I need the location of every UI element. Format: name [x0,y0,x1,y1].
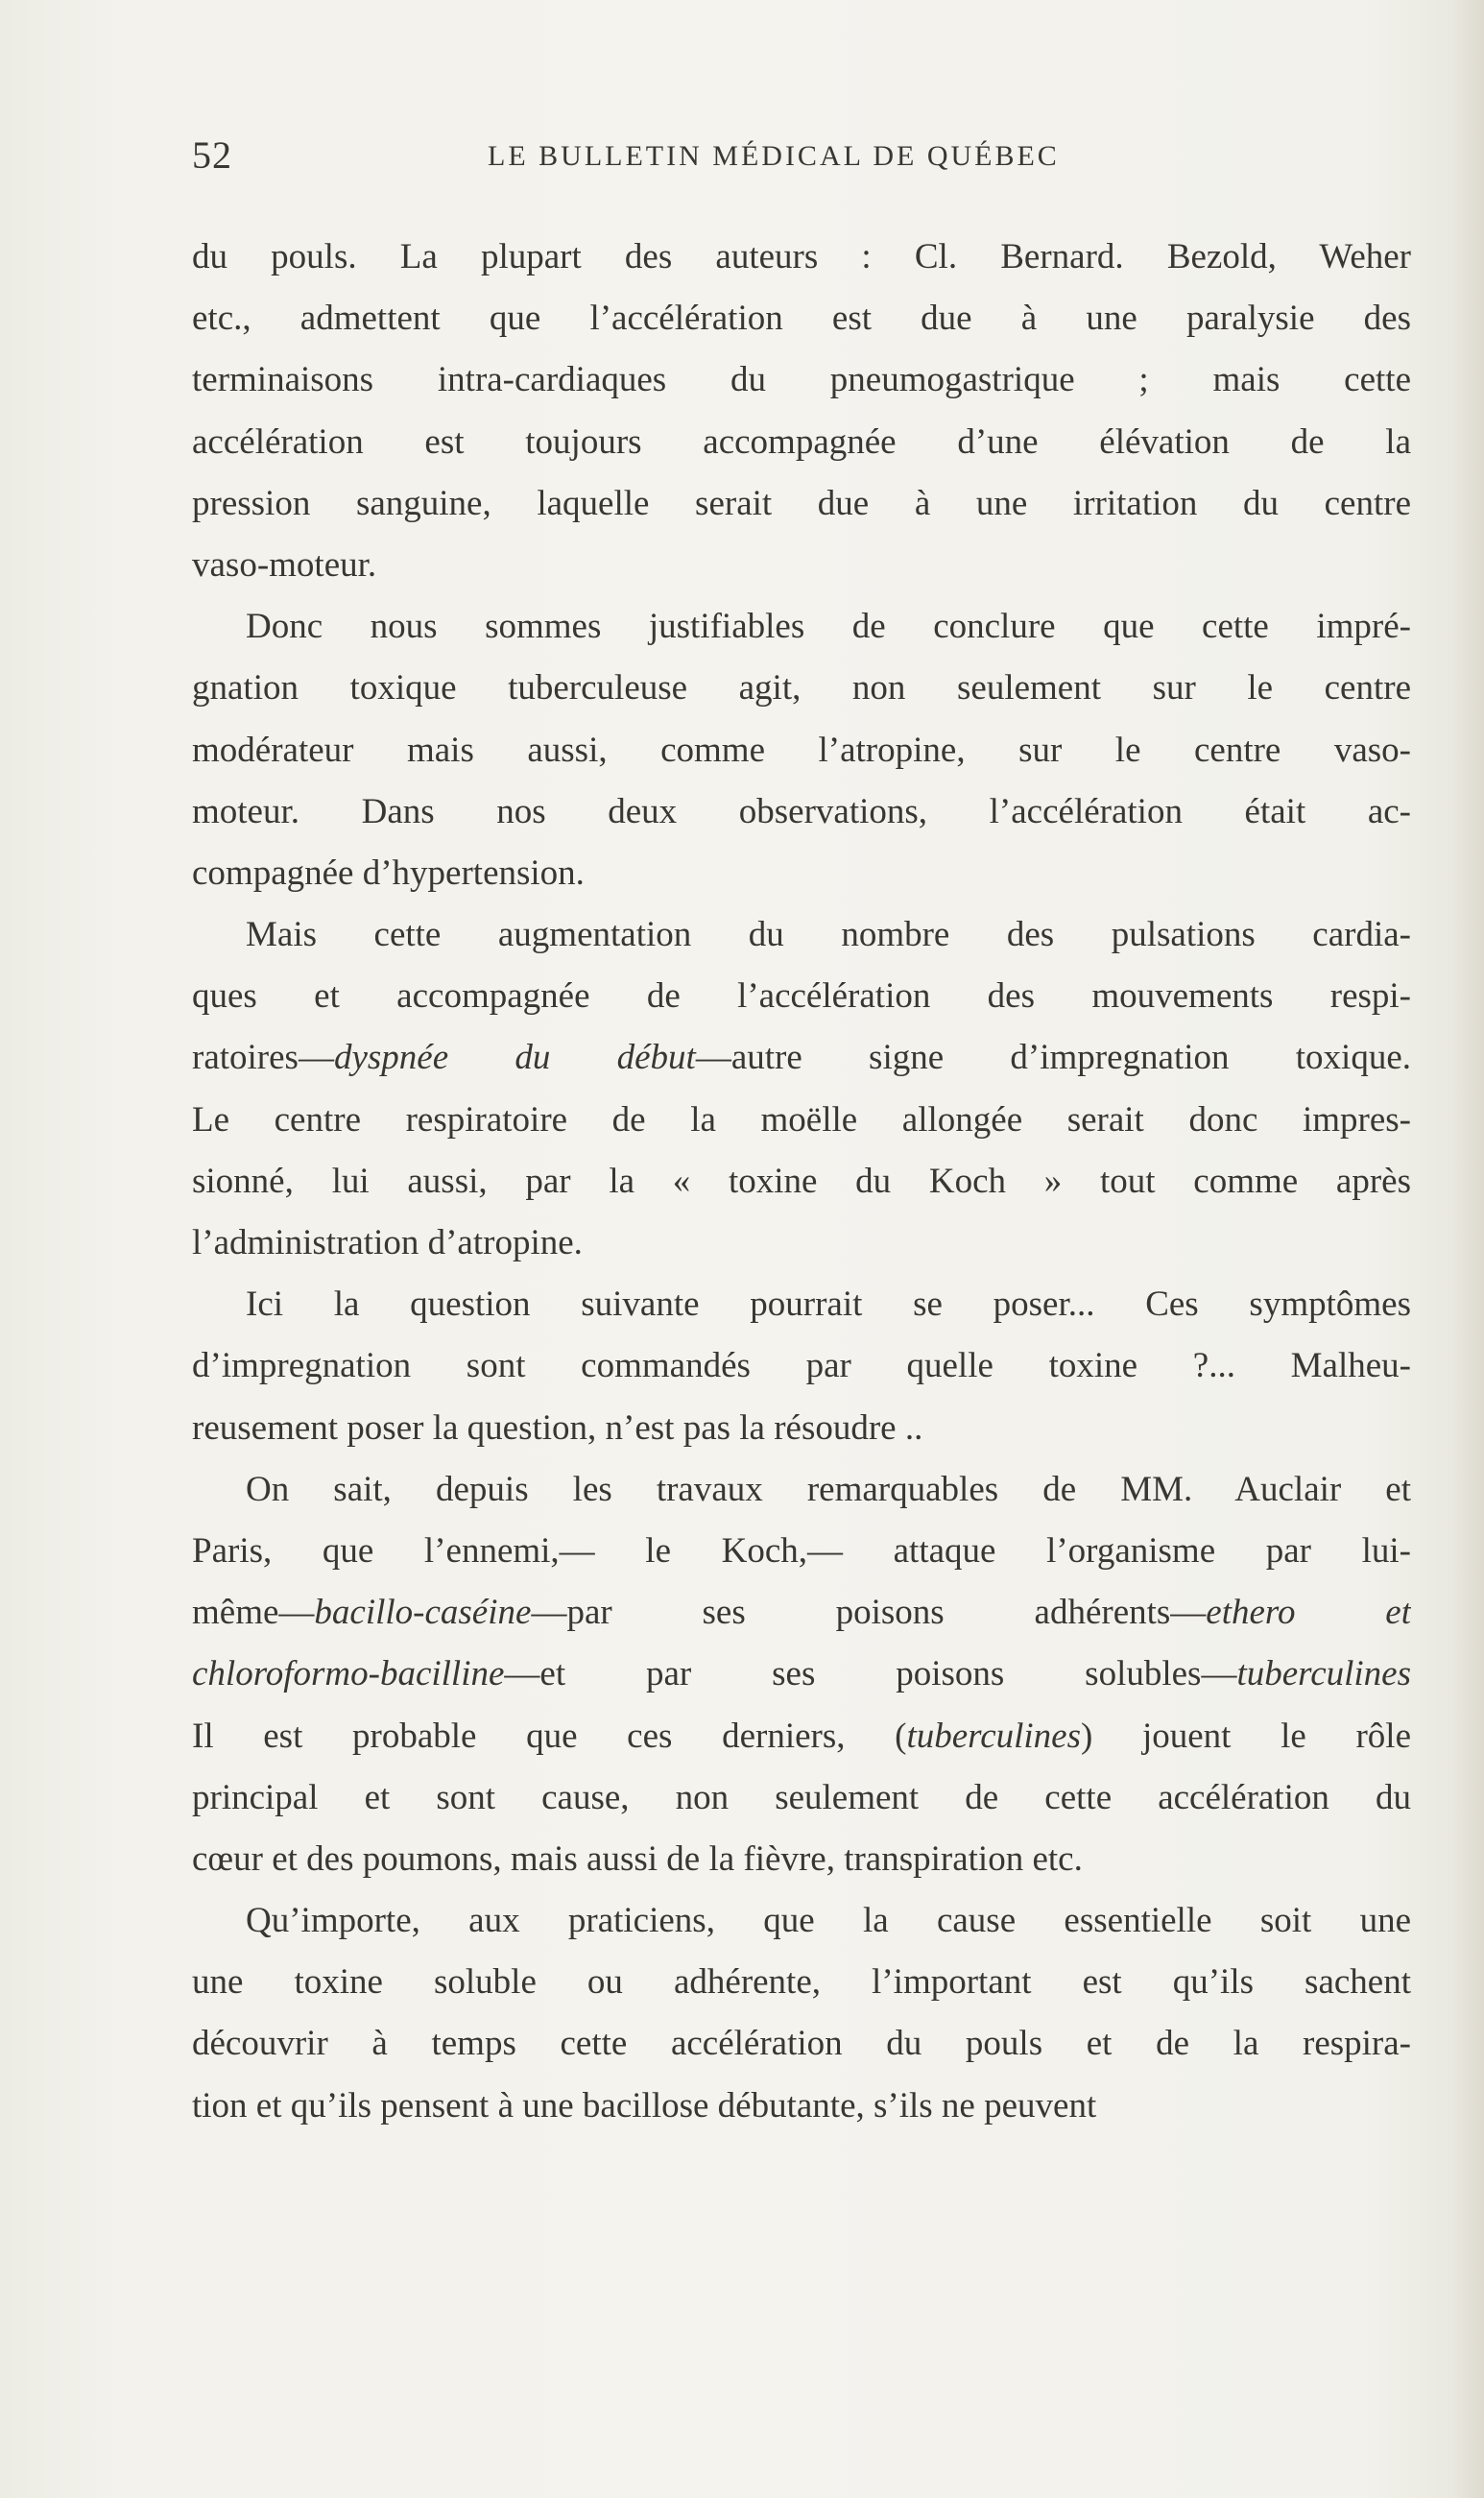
page-number: 52 [192,133,232,177]
text-line [192,781,1411,843]
text-run: terminaisons intra-cardiaques du pneumogastrique ; mais cette [192,360,1411,400]
text-run: —autre signe d’impregnation toxique. [695,1038,1411,1078]
text-run: Ici la question suivante pourrait se poser... Ces symptômes [246,1285,1411,1325]
text-run: principal et sont cause, non seulement de cette accélération du [192,1777,1411,1817]
text-line [192,349,1411,411]
paragraph [192,1890,1411,2137]
text-run: etc., admettent que l’accélération est due à une paralysie des [192,299,1411,339]
text-line [192,2076,1411,2137]
text-run: Mais cette augmentation du nombre des pulsations cardia- [246,915,1411,955]
text-run: une toxine soluble ou adhérente, l’important est qu’ils sachent [192,1962,1411,2003]
italic-text: ethero et [1206,1593,1411,1633]
italic-text: tuberculines [1236,1654,1411,1694]
text-line [192,1398,1411,1459]
text-line [192,535,1411,596]
text-run: reusement poser la question, n’est pas la résoudre .. [192,1407,923,1448]
text-run: gnation toxique tuberculeuse agit, non seulement sur le centre [192,668,1411,709]
text-run: ratoires— [192,1038,334,1078]
paragraph [192,1274,1411,1459]
text-run: découvrir à temps cette accélération du pouls et de la respira- [192,2024,1411,2064]
text-run: du pouls. La plupart des auteurs : Cl. Bernard. Bezold, Weher [192,237,1411,276]
text-run: Il est probable que ces derniers, ( [192,1716,907,1756]
text-line [192,1521,1411,1582]
text-run: accélération est toujours accompagnée d’une élévation de la [192,421,1411,462]
text-line [192,1274,1411,1335]
text-line [192,1335,1411,1397]
text-run: —par ses poisons adhérents— [531,1593,1207,1633]
text-run: On sait, depuis les travaux remarquables de MM. Auclair et [246,1469,1411,1509]
text-line [192,1090,1411,1151]
page-edge-shadow [1451,0,1484,2498]
text-line [192,473,1411,535]
paragraph [192,904,1411,1274]
text-run: Le centre respiratoire de la moëlle allongée serait donc impres- [192,1099,1411,1140]
italic-text: tuberculines [906,1716,1081,1756]
text-run: modérateur mais aussi, comme l’atropine, sur le centre vaso- [192,730,1411,770]
text-run: l’administration d’atropine. [192,1223,583,1262]
text-line [192,1582,1411,1644]
text-line [192,288,1411,349]
text-run: tion et qu’ils pensent à une bacillose débutante, s’ils ne peuvent [192,2085,1097,2126]
paragraph [192,227,1411,596]
italic-text: bacillo-caséine [314,1593,532,1633]
text-line [192,2013,1411,2075]
text-line [192,1213,1411,1274]
text-line [192,1767,1411,1829]
text-run: pression sanguine, laquelle serait due à une irritation du centre [192,483,1411,523]
text-run: moteur. Dans nos deux observations, l’accélération était ac- [192,791,1411,831]
text-line [192,1952,1411,2013]
running-head: LE BULLETIN MÉDICAL DE QUÉBEC [488,140,1060,172]
text-run: même— [192,1593,315,1633]
text-line [192,720,1411,781]
body-text [192,227,1411,2137]
italic-text: chloroformo-bacilline [192,1654,505,1694]
text-line [192,227,1411,288]
paragraph [192,596,1411,904]
text-line [192,1890,1411,1952]
text-run: Paris, que l’ennemi,— le Koch,— attaque l’organisme par lui- [192,1530,1411,1571]
text-line [192,1706,1411,1767]
text-line [192,1459,1411,1521]
paragraph [192,1459,1411,1890]
text-run: compagnée d’hypertension. [192,853,585,893]
text-line [192,658,1411,719]
text-run: —et par ses poisons solubles— [504,1654,1237,1694]
text-line [192,1644,1411,1705]
text-run: Qu’importe, aux praticiens, que la cause essentielle soit une [246,1901,1411,1941]
text-run: sionné, lui aussi, par la « toxine du Koch » tout comme après [192,1161,1411,1201]
text-run: cœur et des poumons, mais aussi de la fièvre, transpiration etc. [192,1838,1083,1879]
text-run: ) jouent le rôle [1081,1716,1411,1756]
text-line [192,904,1411,966]
text-line [192,966,1411,1027]
text-run: Donc nous sommes justifiables de conclure que cette impré- [246,607,1411,647]
text-line [192,412,1411,473]
page-header [192,133,1411,177]
text-run: d’impregnation sont commandés par quelle toxine ?... Malheu- [192,1346,1411,1386]
italic-text: dyspnée du début [333,1038,696,1078]
text-line [192,1027,1411,1089]
text-line [192,1151,1411,1213]
text-line [192,843,1411,904]
text-run: ques et accompagnée de l’accélération des mouvements respi- [192,976,1411,1017]
text-run: vaso-moteur. [192,544,377,585]
text-line [192,1829,1411,1890]
text-line [192,596,1411,658]
